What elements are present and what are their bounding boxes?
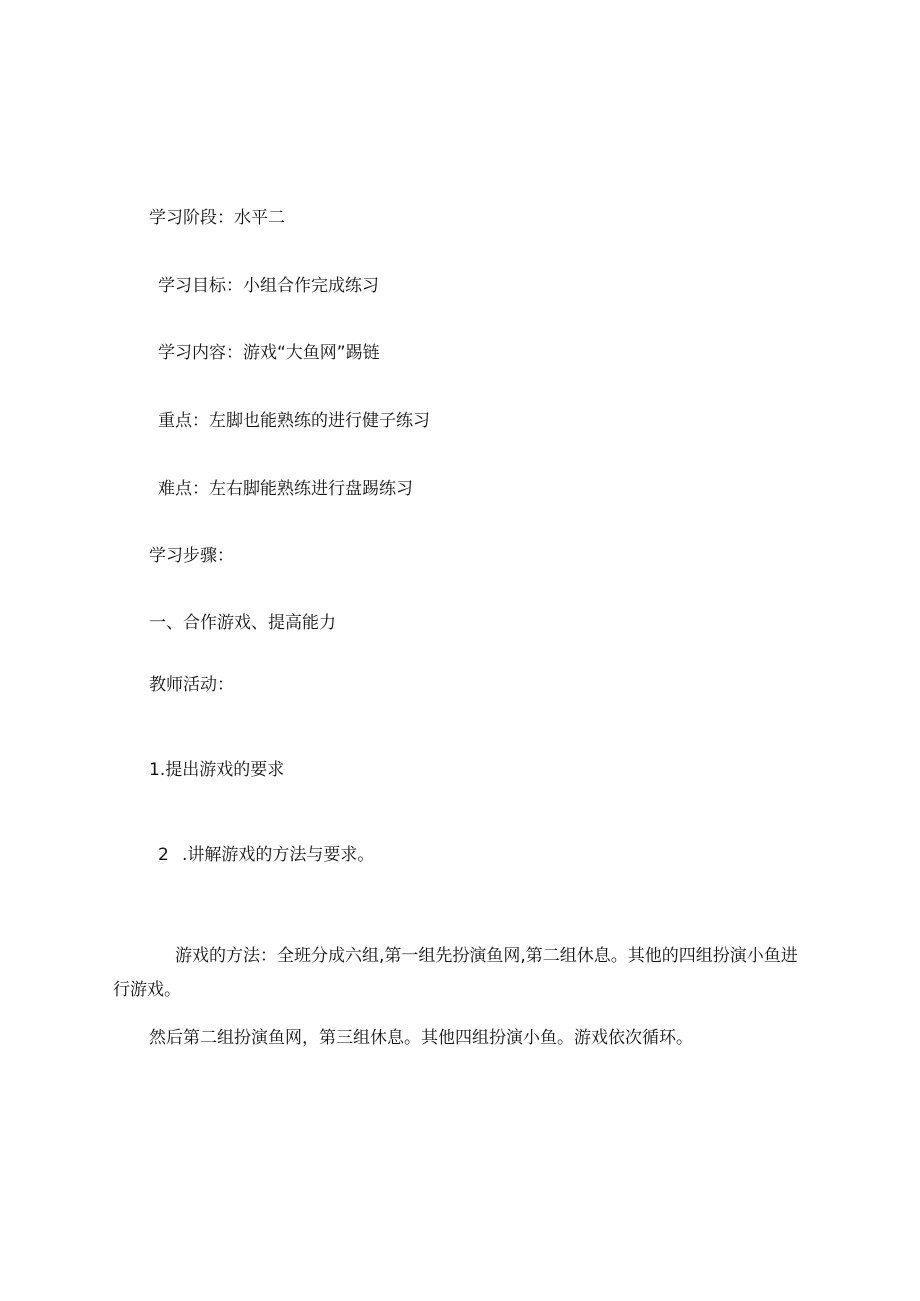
- study-content-line: 学习内容：游戏“大鱼网”踢链: [158, 343, 380, 363]
- study-stage-line: 学习阶段：水平二: [149, 208, 285, 228]
- list-item-2: [158, 845, 374, 866]
- study-steps-heading: 学习步骤：: [149, 546, 234, 566]
- game-method-paragraph: 游戏的方法：全班分成六组,第一组先扮演鱼网,第二组休息。其他的四组扮演小鱼进行游戏。: [113, 946, 798, 1000]
- teacher-activity-heading: 教师活动：: [149, 675, 234, 695]
- difficulty-line: 难点：左右脚能熟练进行盘踢练习: [158, 479, 413, 499]
- section-one-heading: 一、合作游戏、提高能力: [149, 613, 336, 633]
- list-item-2-number: 2: [158, 845, 169, 865]
- game-rotation-line: 然后第二组扮演鱼网，第三组休息。其他四组扮演小鱼。游戏依次循环。: [149, 1028, 693, 1048]
- study-goal-line: 学习目标：小组合作完成练习: [158, 276, 379, 296]
- list-item-1: 1.提出游戏的要求: [149, 760, 285, 780]
- list-item-2-text: .讲解游戏的方法与要求。: [182, 845, 375, 865]
- key-point-line: 重点：左脚也能熟练的进行健子练习: [158, 411, 430, 431]
